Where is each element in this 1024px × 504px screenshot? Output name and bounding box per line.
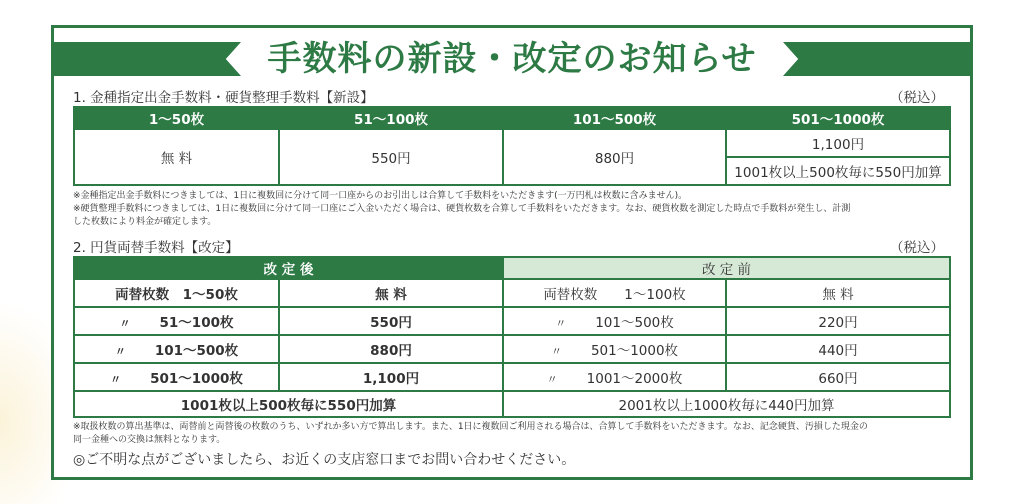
ditto-mark: 〃 (555, 317, 567, 330)
s1-value-1: 無 料 (74, 129, 279, 185)
s2-after-col2: 無 料 (279, 279, 503, 307)
section2-table (73, 256, 951, 418)
s1-note-3: した枚数により料金が確定します。 (73, 217, 217, 227)
range-label: 51～100枚 (159, 315, 234, 331)
s2-after-fee: 1,100円 (279, 363, 503, 391)
s1-note-2: ※硬貨整理手数料につきましては、1日に複数回に分けて同一口座にご入金いただく場合は、硬貨枚数を合算して手数料をいただきます。なお、硬貨枚数を測定した時点で手数料が発生し、計測 (73, 204, 851, 214)
s2-before-range (503, 307, 726, 335)
s1-extra: 1001枚以上500枚毎に550円加算 (726, 157, 950, 185)
ditto-mark: 〃 (546, 373, 558, 386)
s2-before-fee: 440円 (726, 335, 950, 363)
s1-header-3: 101～500枚 (503, 107, 726, 129)
footer-contact-note: ◎ご不明な点がございましたら、お近くの支店窓口までお問い合わせください。 (73, 452, 576, 468)
s1-header-2: 51～100枚 (279, 107, 503, 129)
s1-value-4: 1,100円 (726, 129, 950, 157)
s2-after-range (74, 335, 279, 363)
page-title: 手数料の新設・改定のお知らせ (267, 39, 757, 79)
section1-tax-label: （税込） (890, 90, 944, 106)
s2-before-range (503, 335, 726, 363)
s2-after-range (74, 307, 279, 335)
ditto-mark: 〃 (119, 317, 131, 330)
section1-table (73, 106, 951, 186)
s2-after-fee: 550円 (279, 307, 503, 335)
table-row (74, 363, 950, 391)
s2-before-col1: 両替枚数 1～100枚 (503, 279, 726, 307)
s1-value-3: 880円 (503, 129, 726, 185)
s2-before-extra: 2001枚以上1000枚毎に440円加算 (503, 391, 950, 417)
s2-after-extra: 1001枚以上500枚毎に550円加算 (74, 391, 503, 417)
s2-note-1: ※取扱枚数の算出基準は、両替前と両替後の枚数のうち、いずれか多い方で算出します。また、1日に複数回ご利用される場合は、合算して手数料をいただきます。なお、記念硬貨、汚損した現金の (73, 422, 868, 432)
s2-after-col1: 両替枚数 1～50枚 (74, 279, 279, 307)
s2-after-fee: 880円 (279, 335, 503, 363)
s2-before-header: 改 定 前 (503, 257, 950, 279)
range-label: 101～500枚 (595, 315, 674, 331)
section2-notes (73, 421, 953, 447)
section1-heading: 1. 金種指定出金手数料・硬貨整理手数料【新設】 (73, 90, 374, 106)
s1-note-1: ※金種指定出金手数料につきましては、1日に複数回に分けて同一口座からのお引出しは合算して手数料をいただきます(一万円札は枚数に含みません)。 (73, 191, 688, 201)
range-label: 1001～2000枚 (586, 371, 683, 387)
section2-heading: 2. 円貨両替手数料【改定】 (73, 240, 239, 256)
range-label: 101～500枚 (154, 343, 239, 359)
s2-before-range (503, 363, 726, 391)
ditto-mark: 〃 (110, 373, 122, 386)
s2-before-col2: 無 料 (726, 279, 950, 307)
range-label: 501～1000枚 (590, 343, 679, 359)
s1-header-1: 1～50枚 (74, 107, 279, 129)
table-row (74, 335, 950, 363)
table-row (74, 307, 950, 335)
range-label: 501～1000枚 (150, 371, 243, 387)
s2-before-fee: 660円 (726, 363, 950, 391)
s1-value-2: 550円 (279, 129, 503, 185)
section2-tax-label: （税込） (890, 240, 944, 256)
s2-after-range (74, 363, 279, 391)
s1-header-4: 501～1000枚 (726, 107, 950, 129)
s2-after-header: 改 定 後 (74, 257, 503, 279)
s2-before-fee: 220円 (726, 307, 950, 335)
title-band (51, 40, 973, 78)
ditto-mark: 〃 (114, 345, 126, 358)
ditto-mark: 〃 (550, 345, 562, 358)
s2-note-2: 同一金種への交換は無料となります。 (73, 435, 226, 445)
section1-notes (73, 190, 953, 229)
